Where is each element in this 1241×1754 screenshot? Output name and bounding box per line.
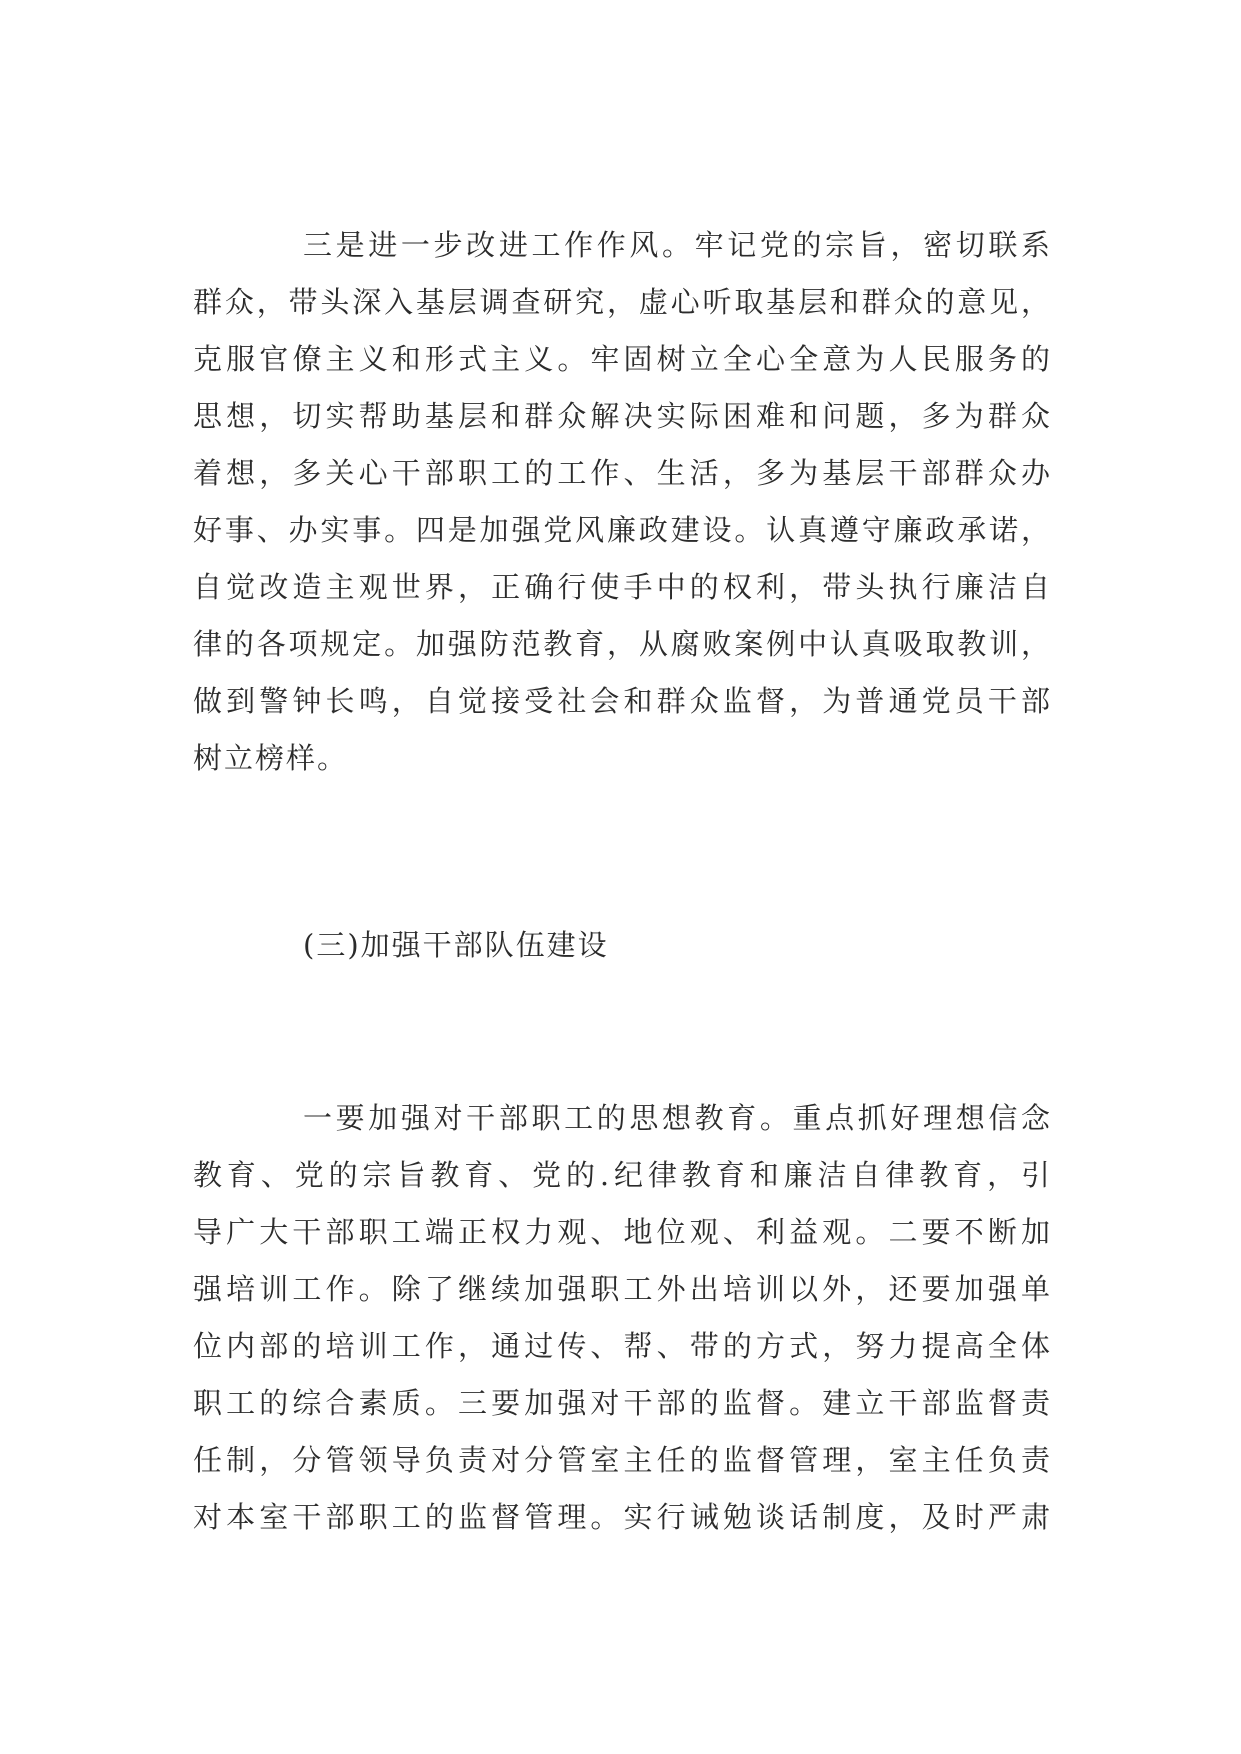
text-line: 位内部的培训工作，通过传、帮、带的方式，努力提高全体 [193,1329,1050,1363]
text-line: 三是进一步改进工作作风。牢记党的宗旨，密切联系 [303,228,1050,262]
text-line: 做到警钟长鸣，自觉接受社会和群众监督，为普通党员干部 [193,684,1050,718]
text-line: 律的各项规定。加强防范教育，从腐败案例中认真吸取教训， [193,627,1050,661]
text-line: 自觉改造主观世界，正确行使手中的权利，带头执行廉洁自 [193,570,1050,604]
text-line: 一要加强对干部职工的思想教育。重点抓好理想信念 [303,1101,1050,1135]
text-line: 克服官僚主义和形式主义。牢固树立全心全意为人民服务的 [193,342,1050,376]
text-line: 着想，多关心干部职工的工作、生活，多为基层干部群众办 [193,456,1050,490]
text-line: 好事、办实事。四是加强党风廉政建设。认真遵守廉政承诺， [193,513,1050,547]
text-line: 树立榜样。 [193,741,349,775]
section-heading: (三)加强干部队伍建设 [303,928,609,962]
text-line: 强培训工作。除了继续加强职工外出培训以外，还要加强单 [193,1272,1050,1306]
text-line: 职工的综合素质。三要加强对干部的监督。建立干部监督责 [193,1386,1050,1420]
text-line: 导广大干部职工端正权力观、地位观、利益观。二要不断加 [193,1215,1050,1249]
text-line: 对本室干部职工的监督管理。实行诫勉谈话制度，及时严肃 [193,1500,1050,1534]
text-line: 思想，切实帮助基层和群众解决实际困难和问题，多为群众 [193,399,1050,433]
text-line: 任制，分管领导负责对分管室主任的监督管理，室主任负责 [193,1443,1050,1477]
text-line: 群众，带头深入基层调查研究，虚心听取基层和群众的意见， [193,285,1050,319]
text-line: 教育、党的宗旨教育、党的.纪律教育和廉洁自律教育，引 [193,1158,1050,1192]
